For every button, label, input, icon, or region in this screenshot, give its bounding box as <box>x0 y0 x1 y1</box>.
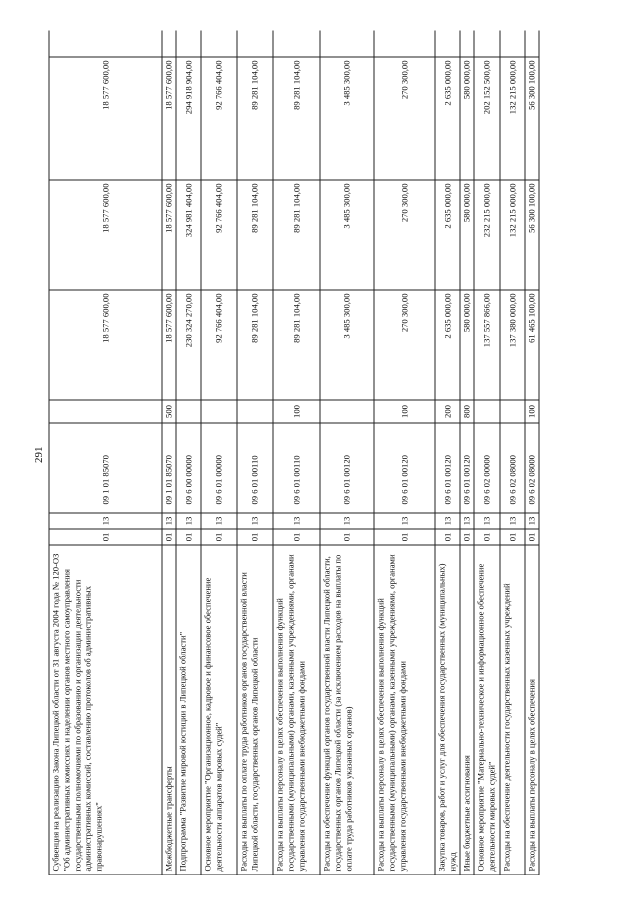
row-sum-year1-text: 89 281 104,00 <box>249 293 260 343</box>
row-csr-cell <box>273 423 319 513</box>
row-sum-year2-cell <box>49 180 161 290</box>
row-sum-year3-cell <box>162 56 175 180</box>
row-csr-text: 09 6 02 08000 <box>506 454 517 504</box>
table-row <box>499 30 524 875</box>
row-gr-cell <box>374 529 434 545</box>
row-gr-cell <box>273 529 319 545</box>
row-pr-cell <box>176 513 200 529</box>
row-csr-text: 09 6 00 00000 <box>182 454 193 504</box>
table-row <box>434 30 459 875</box>
row-name-cell <box>374 545 434 875</box>
row-gr-text: 01 <box>461 532 472 541</box>
row-sum-year1-text: 230 324 270,00 <box>182 293 193 347</box>
row-csr-text: 09 6 01 00120 <box>398 454 409 504</box>
row-pr-text: 13 <box>163 516 174 525</box>
row-pr-text: 13 <box>526 516 537 525</box>
row-sum-year2-text: 92 766 404,00 <box>213 183 224 233</box>
row-gr-cell <box>320 529 373 545</box>
row-vr-cell <box>176 400 200 423</box>
row-name-cell <box>474 545 499 875</box>
row-csr-cell <box>201 423 236 513</box>
row-vr-cell <box>49 400 161 423</box>
row-sum-year3-text: 294 918 904,00 <box>182 60 193 114</box>
row-sum-year1-cell <box>460 290 473 400</box>
row-vr-cell <box>374 400 434 423</box>
row-name-cell <box>435 545 459 875</box>
row-csr-cell <box>435 423 459 513</box>
table-row <box>175 30 200 875</box>
row-vr-text: 800 <box>461 404 472 418</box>
row-name-cell <box>500 545 524 875</box>
row-pr-text: 13 <box>213 516 224 525</box>
row-sum-year1-cell <box>320 290 373 400</box>
row-name-text: Расходы на выплаты персоналу в целях обеспечения выполнения функций государственными (муниципальными) органами, казенными учреждениями, органами управления государственными внебюджетными фондами <box>375 553 407 871</box>
row-vr-cell <box>162 400 175 423</box>
row-pr-cell <box>273 513 319 529</box>
row-gr-text: 01 <box>481 532 492 541</box>
row-vr-cell <box>273 400 319 423</box>
budget-table <box>48 30 610 875</box>
row-sum-year3-text: 89 281 104,00 <box>249 60 260 110</box>
row-pr-cell <box>201 513 236 529</box>
row-csr-cell <box>460 423 473 513</box>
table-row <box>319 30 373 875</box>
row-csr-cell <box>374 423 434 513</box>
row-name-text: Расходы на обеспечение деятельности государственных казенных учреждений <box>501 582 511 871</box>
row-csr-text: 09 6 01 00110 <box>249 454 260 504</box>
row-sum-year1-text: 270 300,00 <box>398 293 409 332</box>
row-sum-year3-text: 56 300 100,00 <box>526 60 537 110</box>
row-sum-year3-text: 580 000,00 <box>461 60 472 99</box>
row-gr-text: 01 <box>99 532 110 541</box>
row-sum-year2-cell <box>460 180 473 290</box>
row-sum-year3-text: 89 281 104,00 <box>290 60 301 110</box>
row-name-cell <box>273 545 319 875</box>
row-sum-year2-text: 89 281 104,00 <box>290 183 301 233</box>
row-vr-text: 100 <box>290 404 301 418</box>
row-gr-text: 01 <box>398 532 409 541</box>
row-sum-year3-cell <box>320 56 373 180</box>
row-sum-year2-text: 18 577 600,00 <box>99 183 110 233</box>
row-gr-text: 01 <box>341 532 352 541</box>
row-pr-text: 13 <box>249 516 260 525</box>
row-sum-year1-text: 18 577 600,00 <box>163 293 174 343</box>
row-gr-text: 01 <box>163 532 174 541</box>
row-sum-year2-cell <box>374 180 434 290</box>
row-sum-year1-cell <box>237 290 272 400</box>
row-gr-cell <box>500 529 524 545</box>
row-sum-year1-text: 3 485 300,00 <box>341 293 352 339</box>
row-gr-text: 01 <box>441 532 452 541</box>
row-csr-cell <box>320 423 373 513</box>
row-sum-year2-cell <box>320 180 373 290</box>
table-row <box>48 30 161 875</box>
row-csr-cell <box>474 423 499 513</box>
row-vr-text: 100 <box>398 404 409 418</box>
row-pr-text: 13 <box>290 516 301 525</box>
row-vr-cell <box>500 400 524 423</box>
row-name-text: Иные бюджетные ассигнования <box>461 754 471 871</box>
row-gr-text: 01 <box>290 532 301 541</box>
row-csr-text: 09 1 01 85070 <box>99 454 110 504</box>
row-vr-cell <box>237 400 272 423</box>
row-pr-cell <box>460 513 473 529</box>
row-sum-year1-text: 137 380 000,00 <box>506 293 517 347</box>
row-name-text: Расходы на выплаты персоналу в целях обеспечения выполнения функций государственными (муниципальными) органами, казенными учреждениями, органами управления государственными внебюджетными фондами <box>274 553 306 871</box>
row-sum-year3-cell <box>176 56 200 180</box>
row-name-cell <box>237 545 272 875</box>
row-sum-year2-cell <box>435 180 459 290</box>
row-gr-cell <box>237 529 272 545</box>
row-pr-cell <box>162 513 175 529</box>
page-number: 291 <box>33 446 45 463</box>
row-sum-year3-cell <box>49 56 161 180</box>
row-pr-text: 13 <box>398 516 409 525</box>
table-row <box>272 30 319 875</box>
row-sum-year2-cell <box>237 180 272 290</box>
row-sum-year2-text: 232 215 000,00 <box>481 183 492 237</box>
row-gr-cell <box>460 529 473 545</box>
table-row <box>236 30 272 875</box>
row-name-cell <box>460 545 473 875</box>
row-name-cell <box>525 545 538 875</box>
row-pr-cell <box>500 513 524 529</box>
row-name-cell <box>201 545 236 875</box>
row-sum-year1-text: 89 281 104,00 <box>290 293 301 343</box>
row-sum-year2-cell <box>176 180 200 290</box>
row-sum-year2-text: 270 300,00 <box>398 183 409 222</box>
row-sum-year2-cell <box>500 180 524 290</box>
row-csr-text: 09 6 02 08000 <box>526 454 537 504</box>
row-sum-year2-cell <box>162 180 175 290</box>
row-gr-cell <box>201 529 236 545</box>
row-csr-cell <box>176 423 200 513</box>
row-csr-text: 09 6 01 00120 <box>441 454 452 504</box>
row-pr-cell <box>49 513 161 529</box>
row-name-text: Расходы на выплаты по оплате труда работников органов государственной власти Липецкой области, государственных органов Липецкой области <box>238 571 259 871</box>
row-sum-year3-text: 3 485 300,00 <box>341 60 352 106</box>
row-gr-cell <box>49 529 161 545</box>
row-sum-year1-cell <box>201 290 236 400</box>
row-pr-cell <box>320 513 373 529</box>
row-vr-cell <box>201 400 236 423</box>
table-row <box>459 30 473 875</box>
row-sum-year1-cell <box>474 290 499 400</box>
row-name-text: Субвенция на реализацию Закона Липецкой области от 31 августа 2004 года № 120-ОЗ "Об административных комиссиях и наделении органов местного самоуправления государственными полномочиями по образованию и организации деятельности административных комиссий, составлению протоколов об административных правонарушениях" <box>50 553 104 871</box>
row-name-text: Подпрограмма "Развитие мировой юстиции в Липецкой области" <box>177 631 187 871</box>
row-sum-year3-cell <box>435 56 459 180</box>
row-gr-text: 01 <box>213 532 224 541</box>
row-gr-cell <box>435 529 459 545</box>
row-vr-cell <box>525 400 538 423</box>
row-sum-year3-cell <box>500 56 524 180</box>
row-name-text: Закупка товаров, работ и услуг для обеспечения государственных (муниципальных) нужд <box>436 563 457 871</box>
row-sum-year2-text: 56 300 100,00 <box>526 183 537 233</box>
table-row <box>373 30 434 875</box>
row-name-cell <box>49 545 161 875</box>
row-pr-cell <box>374 513 434 529</box>
row-name-cell <box>320 545 373 875</box>
row-name-text: Основное мероприятие "Материально-техническое и информационное обеспечение деятельности мировых судей" <box>475 563 496 871</box>
row-sum-year2-text: 2 635 000,00 <box>441 183 452 229</box>
row-sum-year2-text: 18 577 600,00 <box>163 183 174 233</box>
row-sum-year2-text: 324 981 404,00 <box>182 183 193 237</box>
row-gr-cell <box>525 529 538 545</box>
row-sum-year2-text: 89 281 104,00 <box>249 183 260 233</box>
row-sum-year1-text: 2 635 000,00 <box>441 293 452 339</box>
row-gr-cell <box>162 529 175 545</box>
row-pr-cell <box>237 513 272 529</box>
row-sum-year3-cell <box>273 56 319 180</box>
row-sum-year3-cell <box>237 56 272 180</box>
row-csr-text: 09 1 01 85070 <box>163 454 174 504</box>
row-pr-text: 13 <box>441 516 452 525</box>
row-csr-text: 09 6 01 00120 <box>341 454 352 504</box>
row-gr-text: 01 <box>249 532 260 541</box>
row-gr-text: 01 <box>506 532 517 541</box>
row-name-text: Основное мероприятие "Организационное, кадровое и финансовое обеспечение деятельности аппаратов мировых судей" <box>202 577 223 871</box>
row-vr-text: 200 <box>441 404 452 418</box>
row-sum-year3-cell <box>474 56 499 180</box>
row-sum-year2-cell <box>273 180 319 290</box>
row-sum-year3-cell <box>525 56 538 180</box>
row-vr-cell <box>460 400 473 423</box>
row-name-text: Расходы на выплаты персоналу в целях обеспечения <box>526 678 536 871</box>
row-sum-year3-cell <box>201 56 236 180</box>
row-sum-year1-cell <box>273 290 319 400</box>
row-pr-text: 13 <box>99 516 110 525</box>
row-sum-year2-text: 580 000,00 <box>461 183 472 222</box>
row-name-text: Межбюджетные трансферты <box>163 765 173 871</box>
row-sum-year1-cell <box>176 290 200 400</box>
row-sum-year1-cell <box>374 290 434 400</box>
row-csr-text: 09 6 01 00110 <box>290 454 301 504</box>
row-sum-year3-text: 18 577 600,00 <box>163 60 174 110</box>
row-csr-cell <box>162 423 175 513</box>
row-sum-year3-text: 2 635 000,00 <box>441 60 452 106</box>
row-sum-year1-cell <box>500 290 524 400</box>
row-sum-year1-text: 92 766 404,00 <box>213 293 224 343</box>
row-sum-year1-text: 580 000,00 <box>461 293 472 332</box>
table-row <box>524 30 539 875</box>
row-sum-year3-text: 202 152 500,00 <box>481 60 492 114</box>
row-sum-year3-text: 270 300,00 <box>398 60 409 99</box>
row-gr-cell <box>176 529 200 545</box>
row-sum-year1-text: 137 557 866,00 <box>481 293 492 347</box>
row-csr-cell <box>49 423 161 513</box>
row-sum-year1-cell <box>49 290 161 400</box>
row-sum-year1-cell <box>435 290 459 400</box>
row-sum-year3-text: 18 577 600,00 <box>99 60 110 110</box>
row-vr-cell <box>474 400 499 423</box>
row-gr-text: 01 <box>182 532 193 541</box>
row-sum-year2-cell <box>525 180 538 290</box>
row-name-cell <box>162 545 175 875</box>
row-sum-year1-text: 18 577 600,00 <box>99 293 110 343</box>
row-gr-text: 01 <box>526 532 537 541</box>
row-sum-year3-text: 132 215 000,00 <box>506 60 517 114</box>
row-pr-text: 13 <box>182 516 193 525</box>
row-pr-cell <box>474 513 499 529</box>
row-name-cell <box>176 545 200 875</box>
row-csr-text: 09 6 01 00120 <box>461 454 472 504</box>
row-sum-year2-cell <box>474 180 499 290</box>
row-vr-cell <box>320 400 373 423</box>
row-vr-cell <box>435 400 459 423</box>
row-pr-cell <box>525 513 538 529</box>
row-csr-text: 09 6 02 00000 <box>481 454 492 504</box>
row-pr-text: 13 <box>461 516 472 525</box>
row-pr-text: 13 <box>506 516 517 525</box>
table-row <box>200 30 236 875</box>
row-csr-cell <box>237 423 272 513</box>
budget-table-container <box>48 30 610 875</box>
row-pr-text: 13 <box>481 516 492 525</box>
row-gr-cell <box>474 529 499 545</box>
row-sum-year3-text: 92 766 404,00 <box>213 60 224 110</box>
row-pr-cell <box>435 513 459 529</box>
row-sum-year2-text: 3 485 300,00 <box>341 183 352 229</box>
table-row <box>473 30 499 875</box>
row-csr-cell <box>525 423 538 513</box>
row-csr-cell <box>500 423 524 513</box>
row-sum-year1-cell <box>525 290 538 400</box>
row-csr-text: 09 6 01 00000 <box>213 454 224 504</box>
row-sum-year2-text: 132 215 000,00 <box>506 183 517 237</box>
row-pr-text: 13 <box>341 516 352 525</box>
row-vr-text: 500 <box>163 404 174 418</box>
row-sum-year1-cell <box>162 290 175 400</box>
table-row <box>161 30 175 875</box>
row-sum-year3-cell <box>374 56 434 180</box>
row-vr-text: 100 <box>526 404 537 418</box>
row-sum-year1-text: 61 465 100,00 <box>526 293 537 343</box>
row-name-text: Расходы на обеспечение функций органов государственной власти Липецкой области, государственных органов Липецкой области (за исключением расходов на выплаты по оплате труда работников указанных органов) <box>321 554 353 871</box>
row-sum-year3-cell <box>460 56 473 180</box>
row-sum-year2-cell <box>201 180 236 290</box>
